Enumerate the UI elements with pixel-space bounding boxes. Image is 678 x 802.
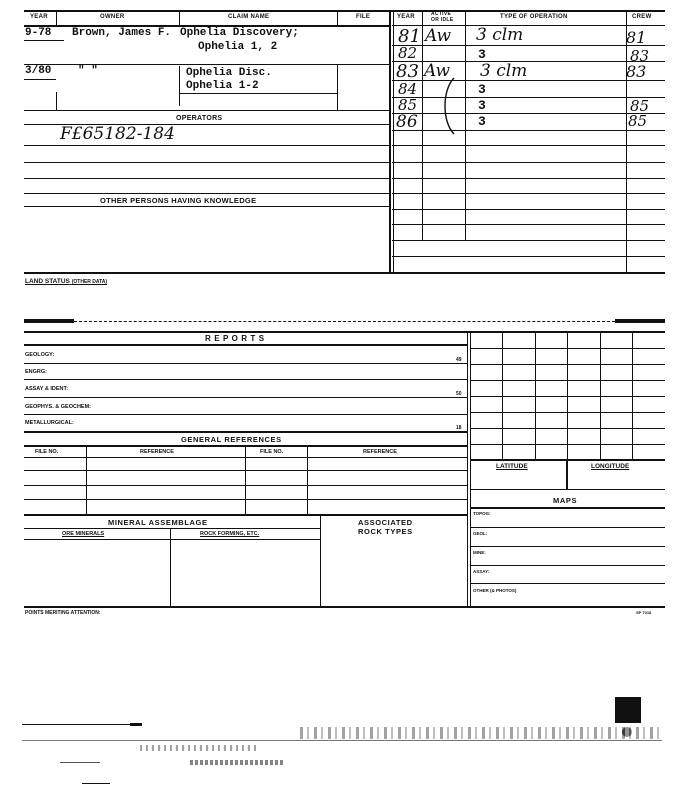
- mineral-assemblage-title: MINERAL ASSEMBLAGE: [108, 518, 208, 527]
- land-status-sub: (OTHER DATA): [71, 279, 108, 285]
- bracket-mark: [440, 76, 470, 136]
- activity-row-4-year: 84: [398, 80, 418, 98]
- maps-title: MAPS: [553, 496, 578, 505]
- associated-label: ASSOCIATED: [358, 518, 413, 527]
- activity-idle-header: OR IDLE: [431, 17, 454, 23]
- land-status-title: LAND STATUS: [25, 278, 70, 285]
- owner-row-1-owner: Brown, James F.: [72, 27, 172, 39]
- maps-mine: MINE:: [473, 550, 486, 555]
- activity-row-1-year: 81: [398, 26, 421, 47]
- activity-row-2-crew: 83: [630, 47, 650, 65]
- owners-owner-header: OWNER: [100, 14, 125, 20]
- maps-topog: TOPOG:: [473, 511, 491, 516]
- activity-row-1-type: 3 clm: [476, 25, 524, 45]
- reports-title: R E P O R T S: [205, 334, 265, 343]
- reports-metallurgical-num: 18: [456, 425, 462, 431]
- activity-row-6-year: 86: [396, 112, 418, 132]
- maps-geol: GEOL:: [473, 531, 488, 536]
- activity-row-1-active: Aw: [425, 26, 452, 46]
- activity-row-2-type: 3: [478, 47, 486, 62]
- reports-geology-num: 49: [456, 357, 462, 363]
- reports-metallurgical-label: METALLURGICAL:: [25, 420, 74, 426]
- operators-label: OPERATORS: [176, 115, 223, 122]
- reports-engrg-label: ENGRG:: [25, 369, 47, 375]
- owner-row-1-year: 9-78: [25, 27, 52, 39]
- longitude-label: LONGITUDE: [591, 463, 630, 470]
- gen-ref-file-no-2: FILE NO.: [260, 449, 284, 455]
- points-meriting-attention-label: POINTS MERITING ATTENTION:: [25, 610, 101, 616]
- activity-row-2-year: 82: [398, 44, 418, 62]
- activity-year-header: YEAR: [397, 14, 415, 20]
- other-persons-label: OTHER PERSONS HAVING KNOWLEDGE: [100, 196, 257, 205]
- activity-row-5-year: 85: [398, 96, 418, 114]
- owner-row-1-claim-line2: Ophelia 1, 2: [198, 41, 278, 53]
- reports-assay-label: ASSAY & IDENT:: [25, 386, 69, 392]
- owner-row-2-owner: " ": [78, 65, 98, 77]
- rock-forming-label: ROCK FORMING, ETC.: [200, 531, 260, 537]
- activity-active-header: ACTIVE: [431, 11, 452, 17]
- rock-types-label: ROCK TYPES: [358, 527, 413, 536]
- activity-row-3-crew: 83: [626, 62, 647, 81]
- gen-ref-reference-1: REFERENCE: [140, 449, 174, 455]
- activity-row-3-type: 3 clm: [480, 61, 528, 81]
- owner-row-1-claim-line1: Ophelia Discovery;: [180, 27, 299, 39]
- gen-ref-file-no-1: FILE NO.: [35, 449, 59, 455]
- general-references-title: GENERAL REFERENCES: [181, 435, 282, 444]
- activity-row-6-type: 3: [478, 114, 486, 129]
- owner-row-2-claim-line1: Ophelia Disc.: [186, 67, 272, 79]
- activity-row-5-crew: 85: [630, 97, 650, 115]
- owner-row-2-year: 3/80: [25, 65, 52, 77]
- activity-row-3-year: 83: [396, 61, 419, 82]
- activity-row-6-crew: 85: [628, 112, 648, 130]
- activity-row-5-type: 3: [478, 98, 486, 113]
- owner-row-2-claim-line2: Ophelia 1-2: [186, 80, 259, 92]
- owners-year-header: YEAR: [30, 14, 48, 20]
- land-status-label: [25, 278, 107, 285]
- maps-other: OTHER (& PHOTOS): [473, 588, 517, 593]
- activity-type-header: TYPE OF OPERATION: [500, 14, 568, 20]
- reports-assay-num: 50: [456, 391, 462, 397]
- owners-file-header: FILE: [356, 14, 371, 20]
- operators-handwritten-note: F£65182-184: [60, 124, 175, 144]
- activity-row-3-active: Aw: [424, 61, 451, 81]
- latitude-label: LATITUDE: [496, 463, 528, 470]
- ore-minerals-label: ORE MINERALS: [62, 531, 105, 537]
- activity-crew-header: CREW: [632, 14, 652, 20]
- reports-geophys-label: GEOPHYS. & GEOCHEM:: [25, 404, 92, 410]
- gen-ref-reference-2: REFERENCE: [363, 449, 397, 455]
- reports-geology-label: GEOLOGY:: [25, 352, 55, 358]
- activity-row-4-type: 3: [478, 82, 486, 97]
- owners-claim-name-header: CLAIM NAME: [228, 14, 270, 20]
- maps-assay: ASSAY:: [473, 569, 490, 574]
- form-number: SP 7018: [636, 610, 652, 615]
- activity-row-1-crew: 81: [626, 28, 647, 47]
